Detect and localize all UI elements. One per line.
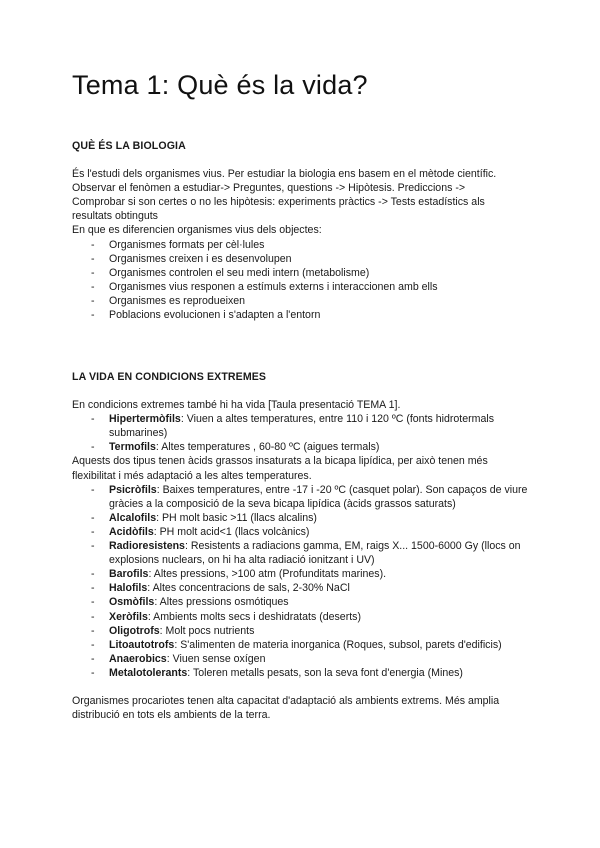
list-item [72, 483, 532, 511]
list-item: - Organismes vius responen a estímuls externs i interaccionen amb ells [72, 280, 532, 294]
section-heading-extremes: LA VIDA EN CONDICIONS EXTREMES [72, 371, 267, 383]
paragraph-line: En condicions extremes també hi ha vida [Taula presentació TEMA 1]. [72, 399, 401, 412]
section-condicions-extremes [72, 370, 532, 722]
paragraph-line: flexibilitat i més adaptació a les altes temperatures. [72, 469, 312, 482]
list-item [72, 525, 532, 539]
term: Oligotrofs [109, 624, 160, 637]
term-description: : PH molt acid<1 (llacs volcànics) [153, 525, 310, 538]
term: Acidòfils [109, 525, 154, 538]
paragraph-line: En que es diferencien organismes vius dels objectes: [72, 224, 322, 237]
paragraph-line: distribució en tots els ambients de la terra. [72, 709, 271, 722]
list-item [72, 440, 532, 454]
list-item [72, 666, 532, 680]
paragraph-line: Organismes procariotes tenen alta capacitat d'adaptació als ambients extrems. Més amplia [72, 694, 500, 707]
paragraph-line: Comprobar si son certes o no les hipòtesis: experiments pràctics -> Tests estadístics als [72, 196, 485, 209]
list-item [72, 610, 532, 624]
term-description: : Resistents a radiacions gamma, EM, raigs X... 1500-6000 Gy (llocs on explosions nuclears, on hi ha alta radiació ionitzant i UV) [109, 540, 521, 567]
page-title: Tema 1: Què és la vida? [72, 70, 368, 100]
section-biologia [72, 139, 532, 322]
term-description: : PH molt basic >11 (llacs alcalins) [156, 511, 317, 524]
term: Litoautotrofs [109, 638, 175, 651]
list-item [72, 652, 532, 666]
term-description: : Altes concentracions de sals, 2-30% NaCl [147, 582, 350, 595]
list-item: - Organismes controlen el seu medi intern (metabolisme) [72, 266, 532, 280]
term-description: : S'alimenten de materia inorganica (Roques, subsol, parets d'edificis) [174, 638, 502, 651]
term-description: : Altes pressions osmótiques [154, 596, 289, 609]
extremophile-list-1 [72, 412, 532, 454]
list-item [72, 511, 532, 525]
term-description: : Altes temperatures , 60-80 ºC (aigues termals) [155, 441, 380, 454]
list-item: - Organismes es reprodueixen [72, 294, 532, 308]
list-item [72, 567, 532, 581]
extremophile-list-2 [72, 483, 532, 680]
term: Hipertermòfils [109, 413, 181, 426]
term: Barofils [109, 568, 149, 581]
list-item [72, 539, 532, 567]
list-item: - Poblacions evolucionen i s'adapten a l'entorn [72, 308, 532, 322]
term-description: : Molt pocs nutrients [159, 624, 255, 637]
term: Anaerobics [109, 652, 167, 665]
list-item [72, 638, 532, 652]
list-item [72, 412, 532, 440]
list-item: - Organismes formats per cèl·lules [72, 238, 532, 252]
paragraph-line: resultats obtinguts [72, 210, 158, 223]
paragraph-line: Observar el fenòmen a estudiar-> Preguntes, questions -> Hipòtesis. Prediccions -> [72, 182, 466, 195]
paragraph-line: És l'estudi dels organismes vius. Per estudiar la biologia ens basem en el mètode científic. [72, 168, 497, 181]
term: Halofils [109, 582, 148, 595]
term-description: : Altes pressions, >100 atm (Profunditats marines). [148, 568, 387, 581]
term-description: : Ambients molts secs i deshidratats (deserts) [147, 610, 361, 623]
paragraph-line: Aquests dos tipus tenen àcids grassos insaturats a la bicapa lipídica, per això tenen més [72, 455, 488, 468]
list-item [72, 581, 532, 595]
term: Osmòfils [109, 596, 155, 609]
term: Metalotolerants [109, 666, 188, 679]
section-heading-biologia: QUÈ ÉS LA BIOLOGIA [72, 140, 186, 152]
term-description: : Viuen sense oxígen [166, 652, 266, 665]
living-traits-list [72, 238, 532, 323]
term: Psicròfils [109, 483, 157, 496]
term-description: : Viuen a altes temperatures, entre 110 i 120 ºC (fonts hidrotermals submarines) [109, 413, 495, 440]
term: Alcalofils [109, 511, 157, 524]
list-item: - Organismes creixen i es desenvolupen [72, 252, 532, 266]
term: Radioresistens [109, 540, 185, 553]
list-item [72, 624, 532, 638]
list-item [72, 595, 532, 609]
term-description: : Baixes temperatures, entre -17 i -20 ºC (casquet polar). Son capaços de viure gràcies a la composició de la seva bicapa lipídica (àcids grassos saturats) [109, 483, 528, 510]
term-description: : Toleren metalls pesats, son la seva font d'energia (Mines) [187, 666, 463, 679]
term: Xeròfils [109, 610, 148, 623]
term: Termofils [109, 441, 156, 454]
